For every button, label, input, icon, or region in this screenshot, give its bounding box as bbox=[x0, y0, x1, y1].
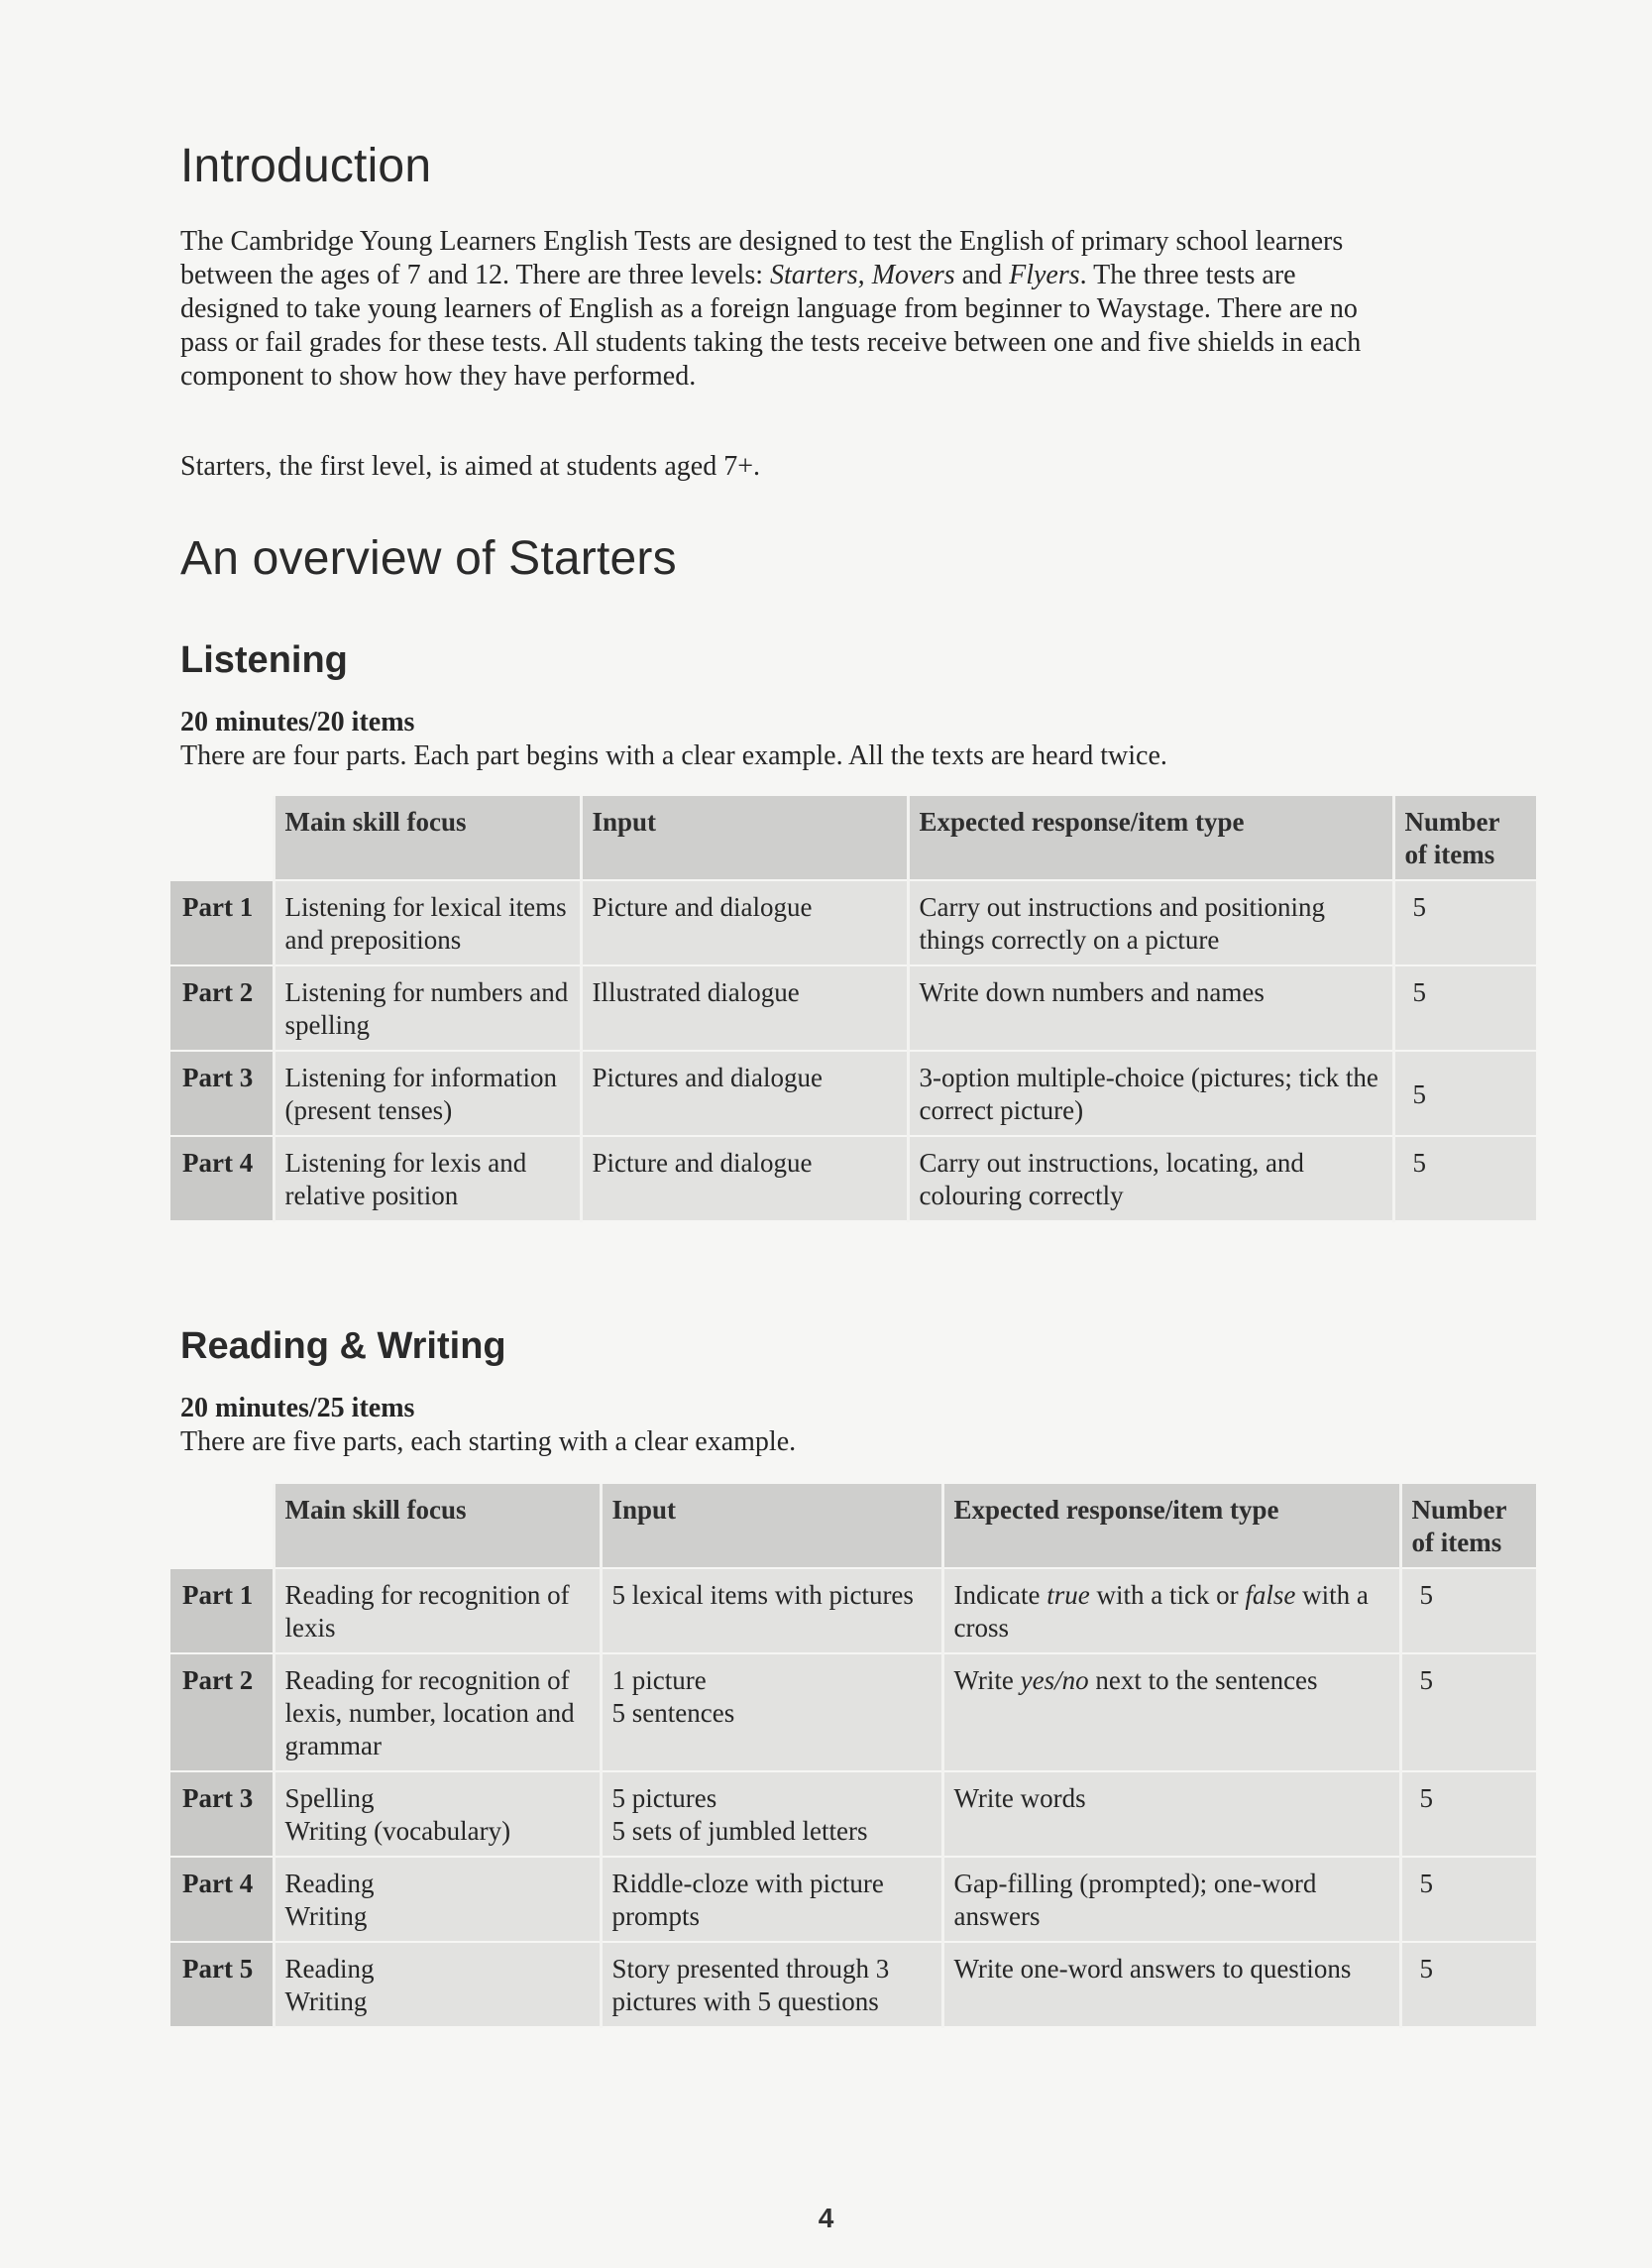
intro-level-movers: Movers bbox=[871, 260, 955, 290]
reading-writing-meta bbox=[180, 1392, 1469, 1459]
skill-line: Reading bbox=[284, 1954, 375, 1984]
number-cell: 5 bbox=[1400, 1771, 1536, 1857]
input-line: 5 sentences bbox=[611, 1698, 735, 1728]
skill-cell: Reading for recognition of lexis bbox=[274, 1568, 601, 1653]
table-header-row bbox=[170, 1484, 1536, 1568]
input-cell: Riddle-cloze with picture prompts bbox=[601, 1857, 942, 1942]
response-false: false bbox=[1245, 1580, 1296, 1610]
listening-meta bbox=[180, 706, 1469, 773]
number-cell: 5 bbox=[1393, 880, 1536, 965]
header-skill: Main skill focus bbox=[274, 796, 581, 880]
response-cell: 3-option multiple-choice (pictures; tick the correct picture) bbox=[908, 1051, 1393, 1136]
table-row bbox=[170, 1857, 1536, 1942]
input-cell: Pictures and dialogue bbox=[581, 1051, 908, 1136]
header-number bbox=[1400, 1484, 1536, 1568]
part-label: Part 4 bbox=[170, 1857, 274, 1942]
header-input: Input bbox=[581, 796, 908, 880]
header-blank-cell bbox=[170, 796, 274, 880]
header-number-line2: of items bbox=[1404, 840, 1495, 869]
response-true: true bbox=[1046, 1580, 1090, 1610]
part-label: Part 3 bbox=[170, 1771, 274, 1857]
part-label: Part 3 bbox=[170, 1051, 274, 1136]
reading-writing-heading: Reading & Writing bbox=[180, 1325, 506, 1367]
skill-cell bbox=[274, 1771, 601, 1857]
skill-line: Spelling bbox=[284, 1783, 375, 1813]
part-label: Part 5 bbox=[170, 1942, 274, 2027]
skill-line: Writing (vocabulary) bbox=[284, 1816, 511, 1846]
intro-text-2 bbox=[865, 260, 872, 290]
part-label: Part 4 bbox=[170, 1136, 274, 1221]
input-cell bbox=[601, 1653, 942, 1771]
intro-text-3: and bbox=[954, 260, 1010, 290]
response-cell: Write down numbers and names bbox=[908, 965, 1393, 1051]
overview-heading: An overview of Starters bbox=[180, 532, 677, 585]
response-text: with a cross bbox=[953, 1580, 1369, 1643]
introduction-paragraph-2: Starters, the first level, is aimed at students aged 7+. bbox=[180, 451, 760, 482]
number-cell: 5 bbox=[1400, 1653, 1536, 1771]
skill-line: Writing bbox=[284, 1901, 368, 1931]
introduction-heading: Introduction bbox=[180, 140, 432, 192]
table-row bbox=[170, 1942, 1536, 2027]
table-row bbox=[170, 1771, 1536, 1857]
header-input: Input bbox=[601, 1484, 942, 1568]
part-label: Part 2 bbox=[170, 965, 274, 1051]
skill-line: Reading bbox=[284, 1869, 375, 1898]
table-row bbox=[170, 880, 1536, 965]
reading-writing-description: There are five parts, each starting with a clear example. bbox=[180, 1426, 797, 1457]
listening-description: There are four parts. Each part begins with a clear example. All the texts are heard twice. bbox=[180, 740, 1167, 771]
skill-cell: Listening for numbers and spelling bbox=[274, 965, 581, 1051]
input-line: 5 sets of jumbled letters bbox=[611, 1816, 868, 1846]
input-cell: Picture and dialogue bbox=[581, 1136, 908, 1221]
input-cell: Story presented through 3 pictures with 5 questions bbox=[601, 1942, 942, 2027]
response-text: with a tick or bbox=[1089, 1580, 1246, 1610]
input-line: 5 pictures bbox=[611, 1783, 717, 1813]
response-text: Indicate bbox=[953, 1580, 1047, 1610]
table-row bbox=[170, 1568, 1536, 1653]
skill-cell: Reading for recognition of lexis, number, location and grammar bbox=[274, 1653, 601, 1771]
header-blank-cell bbox=[170, 1484, 274, 1568]
skill-cell bbox=[274, 1942, 601, 2027]
table-header-row bbox=[170, 796, 1536, 880]
skill-line: Writing bbox=[284, 1986, 368, 2016]
intro-level-starters: Starters, bbox=[770, 260, 865, 290]
response-text: Write bbox=[953, 1665, 1021, 1695]
response-cell: Carry out instructions and positioning things correctly on a picture bbox=[908, 880, 1393, 965]
response-cell: Write words bbox=[942, 1771, 1400, 1857]
part-label: Part 1 bbox=[170, 1568, 274, 1653]
header-response: Expected response/item type bbox=[942, 1484, 1400, 1568]
table-row bbox=[170, 965, 1536, 1051]
number-cell: 5 bbox=[1393, 965, 1536, 1051]
table-row bbox=[170, 1136, 1536, 1221]
response-cell bbox=[942, 1653, 1400, 1771]
header-number bbox=[1393, 796, 1536, 880]
input-cell bbox=[601, 1771, 942, 1857]
reading-writing-table bbox=[170, 1484, 1536, 2028]
table-row bbox=[170, 1653, 1536, 1771]
response-cell: Write one-word answers to questions bbox=[942, 1942, 1400, 2027]
intro-level-flyers: Flyers bbox=[1009, 260, 1080, 290]
header-response: Expected response/item type bbox=[908, 796, 1393, 880]
skill-cell: Listening for lexical items and prepositions bbox=[274, 880, 581, 965]
number-cell: 5 bbox=[1400, 1942, 1536, 2027]
number-cell: 5 bbox=[1400, 1857, 1536, 1942]
listening-table bbox=[170, 796, 1536, 1222]
listening-heading: Listening bbox=[180, 639, 348, 681]
response-cell bbox=[942, 1568, 1400, 1653]
header-number-line2: of items bbox=[1411, 1528, 1502, 1557]
part-label: Part 1 bbox=[170, 880, 274, 965]
number-cell: 5 bbox=[1400, 1568, 1536, 1653]
introduction-paragraph bbox=[180, 225, 1370, 394]
skill-cell bbox=[274, 1857, 601, 1942]
header-number-line1: Number bbox=[1404, 807, 1500, 837]
table-row bbox=[170, 1051, 1536, 1136]
skill-cell: Listening for lexis and relative position bbox=[274, 1136, 581, 1221]
response-cell: Gap-filling (prompted); one-word answers bbox=[942, 1857, 1400, 1942]
intro-text-1: The Cambridge Young Learners English Tests are designed to test the English of primary school learners between the ages of 7 and 12. There are three levels: bbox=[180, 226, 1344, 290]
input-cell: Illustrated dialogue bbox=[581, 965, 908, 1051]
number-cell: 5 bbox=[1393, 1136, 1536, 1221]
listening-duration: 20 minutes/20 items bbox=[180, 707, 415, 737]
number-cell: 5 bbox=[1393, 1051, 1536, 1136]
input-cell: 5 lexical items with pictures bbox=[601, 1568, 942, 1653]
header-number-line1: Number bbox=[1411, 1495, 1507, 1525]
input-cell: Picture and dialogue bbox=[581, 880, 908, 965]
reading-writing-duration: 20 minutes/25 items bbox=[180, 1393, 415, 1423]
intro-text-4: . The three tests are designed to take young learners of English as a foreign language from beginner to Waystage. There are no pass or fail grades for these tests. All students taking the tests receive between one and five shields in each component to show how they have performed. bbox=[180, 260, 1362, 392]
header-skill: Main skill focus bbox=[274, 1484, 601, 1568]
part-label: Part 2 bbox=[170, 1653, 274, 1771]
page-number: 4 bbox=[818, 2203, 834, 2233]
response-yes-no: yes/no bbox=[1020, 1665, 1089, 1695]
response-text: next to the sentences bbox=[1088, 1665, 1318, 1695]
input-line: 1 picture bbox=[611, 1665, 707, 1695]
skill-cell: Listening for information (present tenses) bbox=[274, 1051, 581, 1136]
response-cell: Carry out instructions, locating, and colouring correctly bbox=[908, 1136, 1393, 1221]
